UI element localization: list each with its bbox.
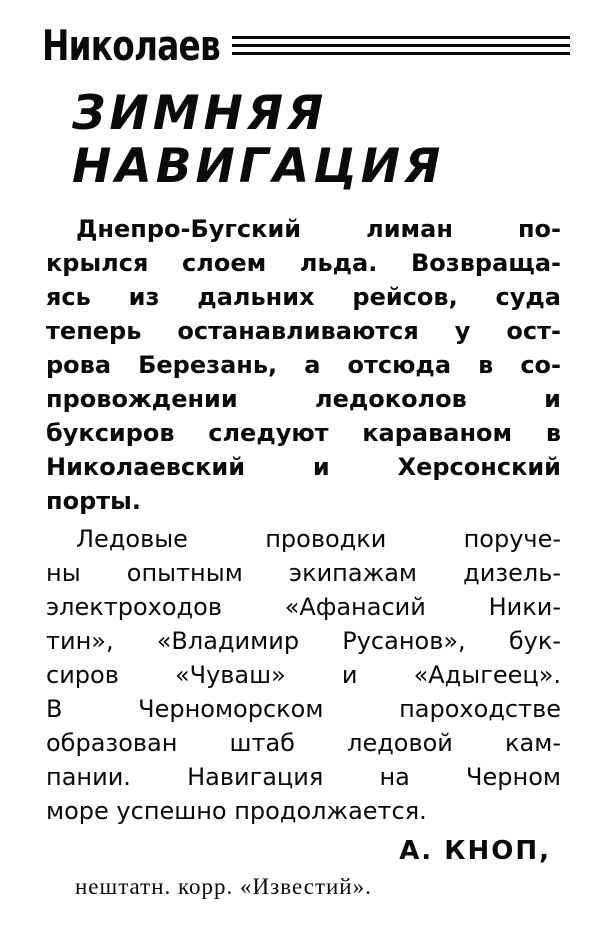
text-line: ясь из дальних рейсов, суда [46, 283, 561, 311]
text-line: море успешно продолжается. [46, 797, 427, 825]
header-rules [232, 34, 570, 60]
text-line: Днепро-Бугский лиман по- [76, 215, 561, 243]
text-line: крылся слоем льда. Возвраща- [46, 249, 561, 277]
rule-line [232, 52, 570, 55]
headline-line-2: НАВИГАЦИЯ [72, 139, 445, 194]
paragraph-2 [46, 522, 561, 828]
text-line: В Черноморском пароходстве [46, 695, 561, 723]
author-name: А. КНОП, [399, 836, 551, 866]
text-line: образован штаб ледовой кам- [46, 729, 561, 757]
text-line: пании. Навигация на Черном [46, 763, 561, 791]
text-line: электроходов «Афанасий Ники- [46, 593, 561, 621]
text-line: тин», «Владимир Русанов», бук- [46, 627, 561, 655]
section-header [42, 18, 572, 74]
author-position: нештатн. корр. «Известий». [75, 874, 372, 899]
paragraph-1 [46, 212, 561, 518]
rule-line [232, 36, 570, 39]
text-line: рова Березань, а отсюда в со- [46, 351, 561, 379]
text-line: буксиров следуют караваном в [46, 419, 561, 447]
text-line: сиров «Чуваш» и «Адыгеец». [46, 661, 561, 689]
city-heading: Николаев [42, 21, 220, 70]
text-line: ны опытным экипажам дизель- [46, 559, 561, 587]
text-line: Николаевский и Херсонский [46, 453, 561, 481]
text-line: провождении ледоколов и [46, 385, 561, 413]
text-line: теперь останавливаются у ост- [46, 317, 561, 345]
headline-line-1: ЗИМНЯЯ [72, 86, 328, 141]
text-line: Ледовые проводки поруче- [76, 525, 561, 553]
article-headline [72, 88, 572, 193]
rule-line [232, 44, 570, 47]
text-line: порты. [46, 487, 141, 515]
